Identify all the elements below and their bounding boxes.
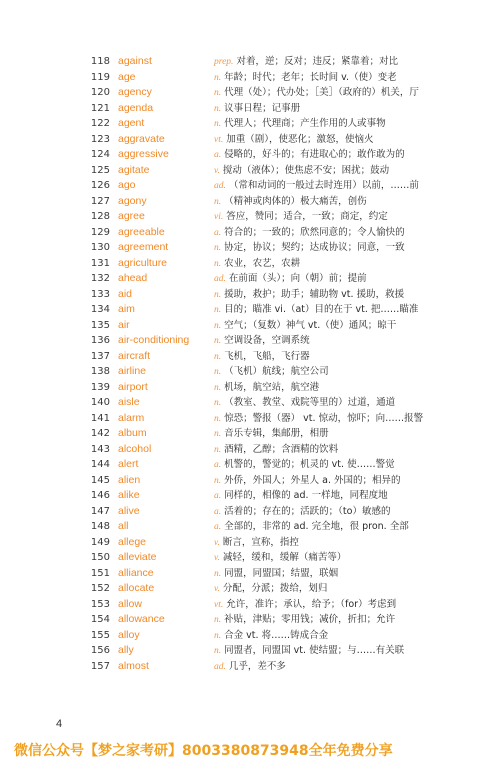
entry-number: 155 — [90, 629, 110, 641]
entry-definition — [214, 101, 300, 118]
entry-number: 135 — [90, 319, 110, 331]
entry-definition — [214, 628, 328, 645]
entry-definition — [214, 85, 419, 102]
entry-part-of-speech: ad. — [214, 181, 226, 191]
entry-part-of-speech: n. — [214, 289, 222, 300]
entry-part-of-speech: n. — [214, 475, 222, 486]
entry-number: 149 — [90, 536, 110, 548]
entry-part-of-speech: ad. — [214, 274, 226, 284]
entry-word: against — [118, 55, 152, 67]
entry-number: 151 — [90, 567, 110, 579]
entry-number: 126 — [90, 180, 110, 191]
entry-part-of-speech: vi. — [214, 212, 224, 222]
list-item — [0, 488, 502, 504]
entry-definition — [214, 504, 390, 521]
list-item — [0, 85, 502, 101]
entry-word: alcohol — [118, 442, 152, 455]
entry-part-of-speech: n. — [214, 320, 222, 331]
entry-part-of-speech: n. — [214, 630, 222, 641]
list-item — [0, 147, 502, 163]
watermark-text: 微信公众号【梦之家考研】8003380873948全年免费分享 — [14, 743, 393, 759]
entry-meaning: 援助，救护；助手；辅助物 vt. 援助，救援 — [224, 288, 405, 300]
list-item — [0, 178, 502, 194]
entry-word: alike — [118, 489, 140, 501]
list-item — [0, 566, 502, 582]
entry-word: age — [118, 70, 136, 83]
entry-definition — [214, 566, 338, 583]
entry-part-of-speech: v. — [214, 553, 220, 563]
entry-meaning: 机警的，警觉的；机灵的 vt. 使……警觉 — [224, 459, 395, 470]
entry-number: 133 — [90, 288, 110, 300]
entry-number: 130 — [90, 242, 110, 253]
entry-meaning: 合金 vt. 将……铸成合金 — [224, 629, 329, 641]
entry-definition — [214, 225, 405, 242]
entry-definition — [214, 597, 396, 614]
list-item — [0, 581, 502, 597]
entry-number: 139 — [90, 381, 110, 393]
list-item — [0, 364, 502, 380]
entry-part-of-speech: n. — [214, 196, 222, 207]
list-item — [0, 101, 502, 117]
list-item — [0, 333, 502, 349]
entry-number: 123 — [90, 133, 110, 145]
entry-word: agree — [118, 210, 145, 222]
list-item — [0, 535, 502, 551]
entry-definition — [214, 612, 395, 629]
entry-definition — [214, 271, 367, 288]
entry-word: agency — [118, 86, 152, 98]
list-item — [0, 349, 502, 365]
entry-word: agreement — [118, 241, 169, 253]
entry-part-of-speech: a. — [214, 227, 222, 238]
list-item — [0, 628, 502, 644]
entry-part-of-speech: a. — [214, 506, 222, 517]
entry-part-of-speech: n. — [214, 119, 222, 129]
entry-definition — [214, 442, 338, 459]
entry-word: aircraft — [118, 349, 151, 362]
entry-meaning: 外侨，外国人；外星人 a. 外国的；相异的 — [224, 474, 401, 486]
list-item — [0, 70, 502, 86]
entry-number: 146 — [90, 490, 110, 501]
list-item — [0, 597, 502, 613]
entry-meaning: 断言，宣称，指控 — [222, 536, 299, 548]
entry-word: aggravate — [118, 132, 165, 145]
entry-part-of-speech: ad. — [214, 661, 226, 672]
entry-word: airport — [118, 380, 148, 393]
entry-definition — [214, 519, 409, 536]
entry-definition — [214, 380, 319, 397]
entry-meaning: 代理人；代理商；产生作用的人或事物 — [224, 118, 386, 129]
entry-definition — [214, 302, 418, 319]
entry-meaning: 机场，航空站，航空港 — [224, 381, 320, 393]
entry-definition — [214, 240, 405, 257]
entry-number: 153 — [90, 598, 110, 610]
list-item — [0, 550, 502, 566]
entry-word: air — [118, 318, 130, 331]
entry-definition — [214, 116, 386, 133]
entry-meaning: 符合的；一致的；欣然同意的；令人愉快的 — [224, 226, 405, 238]
entry-word: agony — [118, 194, 147, 207]
entry-definition — [214, 364, 329, 381]
entry-meaning: 同盟，同盟国；结盟，联姻 — [224, 567, 339, 579]
entry-word: ahead — [118, 272, 148, 284]
entry-meaning: 对着，逆；反对；违反；紧靠着；对比 — [236, 56, 398, 67]
entry-definition — [214, 194, 367, 211]
entry-number: 154 — [90, 614, 110, 625]
entry-part-of-speech: n. — [214, 72, 222, 83]
entry-word: allowance — [118, 613, 165, 625]
entry-definition — [214, 488, 388, 505]
list-item — [0, 240, 502, 256]
list-item — [0, 287, 502, 303]
entry-number: 119 — [90, 71, 110, 83]
entry-word: agreeable — [118, 225, 165, 238]
entry-definition — [214, 54, 398, 71]
entry-definition — [214, 535, 299, 552]
entry-meaning: 目的；瞄准 vi.（at）目的在于 vt. 把……瞄准 — [224, 304, 419, 315]
entry-number: 148 — [90, 521, 110, 532]
entry-word: ally — [118, 644, 134, 656]
entry-part-of-speech: a. — [214, 491, 222, 501]
entry-word: allow — [118, 597, 142, 610]
entry-definition — [214, 426, 329, 443]
list-item — [0, 209, 502, 225]
entry-meaning: 酒精，乙醇；含酒精的饮料 — [224, 443, 339, 455]
entry-definition — [214, 581, 327, 598]
entry-meaning: 音乐专辑，集邮册，相册 — [224, 428, 329, 439]
entry-number: 134 — [90, 304, 110, 315]
entry-meaning: 农业，农艺，农耕 — [224, 257, 301, 269]
entry-meaning: 飞机，飞船，飞行器 — [224, 350, 310, 362]
entry-word: aggressive — [118, 148, 169, 160]
entry-meaning: 加重（剧），使恶化；激怒，使恼火 — [226, 133, 374, 145]
entry-number: 157 — [90, 660, 110, 672]
list-item — [0, 395, 502, 411]
entry-word: air-conditioning — [118, 334, 190, 346]
entry-meaning: 答应，赞同；适合，一致；商定，约定 — [226, 211, 388, 222]
entry-part-of-speech: n. — [214, 444, 222, 455]
entry-part-of-speech: n. — [214, 103, 222, 114]
entry-number: 137 — [90, 350, 110, 362]
entry-word: aisle — [118, 396, 140, 408]
vocabulary-list — [0, 54, 502, 674]
entry-word: ago — [118, 179, 136, 191]
entry-meaning: 几乎，差不多 — [228, 660, 286, 672]
list-item — [0, 411, 502, 427]
entry-definition — [214, 256, 300, 273]
entry-meaning: 在前面（头）；向（朝）前；提前 — [228, 273, 367, 284]
entry-word: alert — [118, 458, 139, 470]
entry-meaning: 搅动（液体）；使焦虑不安；困扰；鼓动 — [222, 164, 390, 176]
entry-part-of-speech: n. — [214, 305, 222, 315]
entry-definition — [214, 132, 374, 149]
entry-definition — [214, 659, 286, 676]
list-item — [0, 643, 502, 659]
entry-number: 150 — [90, 552, 110, 563]
entry-number: 129 — [90, 226, 110, 238]
entry-meaning: （教室、教堂、戏院等里的）过道，通道 — [224, 397, 396, 408]
entry-word: alive — [118, 504, 140, 517]
entry-meaning: 议事日程；记事册 — [224, 102, 301, 114]
entry-part-of-speech: n. — [214, 413, 222, 424]
entry-number: 136 — [90, 335, 110, 346]
entry-part-of-speech: prep. — [214, 57, 234, 67]
entry-definition — [214, 395, 395, 412]
list-item — [0, 659, 502, 675]
page-number: 4 — [56, 718, 63, 730]
entry-definition — [214, 178, 419, 195]
list-item — [0, 225, 502, 241]
entry-part-of-speech: a. — [214, 150, 222, 160]
list-item — [0, 54, 502, 70]
entry-definition — [214, 318, 396, 335]
entry-part-of-speech: n. — [214, 367, 222, 377]
entry-word: album — [118, 427, 147, 439]
entry-part-of-speech: n. — [214, 398, 222, 408]
list-item — [0, 504, 502, 520]
entry-number: 156 — [90, 645, 110, 656]
entry-definition — [214, 333, 310, 350]
entry-number: 132 — [90, 273, 110, 284]
entry-number: 140 — [90, 397, 110, 408]
entry-number: 147 — [90, 505, 110, 517]
list-item — [0, 271, 502, 287]
entry-number: 138 — [90, 366, 110, 377]
entry-part-of-speech: a. — [214, 522, 222, 532]
list-item — [0, 318, 502, 334]
entry-part-of-speech: v. — [214, 165, 220, 176]
entry-meaning: 代理（处）；代办处；［美］（政府的）机关，厅 — [224, 87, 419, 98]
list-item — [0, 132, 502, 148]
entry-word: agitate — [118, 163, 150, 176]
entry-part-of-speech: n. — [214, 568, 222, 579]
entry-number: 118 — [90, 56, 110, 67]
entry-definition — [214, 411, 423, 428]
entry-meaning: 全部的，非常的 ad. 完全地，很 pron. 全部 — [224, 521, 409, 532]
entry-meaning: 同盟者，同盟国 vt. 使结盟；与……有关联 — [224, 645, 405, 656]
entry-part-of-speech: n. — [214, 243, 222, 253]
list-item — [0, 194, 502, 210]
entry-number: 131 — [90, 257, 110, 269]
list-item — [0, 519, 502, 535]
entry-definition — [214, 473, 401, 490]
entry-word: allege — [118, 535, 147, 548]
entry-word: agent — [118, 117, 145, 129]
entry-meaning: （飞机）航线；航空公司 — [224, 366, 329, 377]
entry-number: 127 — [90, 195, 110, 207]
entry-definition — [214, 209, 388, 226]
list-item — [0, 426, 502, 442]
list-item — [0, 116, 502, 132]
entry-part-of-speech: vt. — [214, 134, 224, 145]
list-item — [0, 442, 502, 458]
entry-number: 128 — [90, 211, 110, 222]
entry-number: 125 — [90, 164, 110, 176]
entry-meaning: 空气；（复数）神气 vt.（使）通风；晾干 — [224, 319, 397, 331]
entry-number: 122 — [90, 118, 110, 129]
entry-part-of-speech: n. — [214, 429, 222, 439]
entry-part-of-speech: n. — [214, 351, 222, 362]
list-item — [0, 473, 502, 489]
entry-word: alloy — [118, 628, 140, 641]
entry-word: aim — [118, 303, 135, 315]
entry-meaning: 年龄；时代；老年；长时间 v.（使）变老 — [224, 71, 397, 83]
entry-definition — [214, 163, 389, 180]
entry-number: 121 — [90, 102, 110, 114]
entry-word: allocate — [118, 582, 155, 594]
entry-part-of-speech: vt. — [214, 599, 224, 610]
entry-meaning: 侵略的，好斗的；有进取心的；敢作敢为的 — [224, 149, 405, 160]
entry-word: all — [118, 520, 129, 532]
entry-definition — [214, 147, 405, 164]
entry-word: alarm — [118, 411, 145, 424]
entry-part-of-speech: v. — [214, 584, 220, 594]
entry-word: alien — [118, 473, 141, 486]
entry-meaning: 协定，协议；契约；达成协议；同意，一致 — [224, 242, 405, 253]
entry-meaning: 允许，准许；承认，给予；（for）考虑到 — [226, 598, 397, 610]
entry-meaning: 分配，分派；拨给，划归 — [222, 583, 328, 594]
list-item — [0, 256, 502, 272]
entry-definition — [214, 643, 404, 660]
entry-meaning: 补贴，津贴；零用钱；减价，折扣；允许 — [224, 614, 396, 625]
entry-number: 124 — [90, 149, 110, 160]
entry-meaning: （常和动词的一般过去时连用）以前，……前 — [228, 180, 419, 191]
entry-number: 142 — [90, 428, 110, 439]
list-item — [0, 457, 502, 473]
entry-meaning: 同样的，相像的 ad. 一样地，同程度地 — [224, 490, 388, 501]
entry-meaning: 活着的；存在的；活跃的；（to）敏感的 — [224, 505, 391, 517]
entry-word: airline — [118, 365, 147, 377]
entry-number: 152 — [90, 583, 110, 594]
entry-meaning: 减轻，缓和，缓解（痛苦等） — [222, 552, 347, 563]
entry-word: aid — [118, 287, 133, 300]
entry-word: agriculture — [118, 256, 168, 269]
entry-number: 145 — [90, 474, 110, 486]
entry-part-of-speech: n. — [214, 615, 222, 625]
entry-number: 144 — [90, 459, 110, 470]
entry-definition — [214, 287, 404, 304]
list-item — [0, 302, 502, 318]
entry-definition — [214, 70, 397, 87]
entry-number: 143 — [90, 443, 110, 455]
entry-part-of-speech: n. — [214, 382, 222, 393]
entry-word: alleviate — [118, 551, 157, 563]
entry-meaning: 空调设备，空调系统 — [224, 335, 310, 346]
entry-part-of-speech: v. — [214, 537, 220, 548]
entry-definition — [214, 550, 346, 567]
entry-definition — [214, 457, 395, 474]
entry-definition — [214, 349, 310, 366]
entry-number: 120 — [90, 87, 110, 98]
entry-part-of-speech: n. — [214, 88, 222, 98]
entry-word: agenda — [118, 101, 154, 114]
entry-number: 141 — [90, 412, 110, 424]
entry-part-of-speech: a. — [214, 460, 222, 470]
entry-meaning: （精神或肉体的）极大痛苦，创伤 — [224, 195, 367, 207]
entry-part-of-speech: n. — [214, 258, 222, 269]
entry-part-of-speech: n. — [214, 336, 222, 346]
list-item — [0, 163, 502, 179]
entry-word: almost — [118, 659, 149, 672]
list-item — [0, 380, 502, 396]
entry-part-of-speech: n. — [214, 646, 222, 656]
list-item — [0, 612, 502, 628]
entry-meaning: 惊恐；警报（器） vt. 惊动，惊吓；向……报警 — [224, 412, 424, 424]
entry-word: alliance — [118, 566, 154, 579]
